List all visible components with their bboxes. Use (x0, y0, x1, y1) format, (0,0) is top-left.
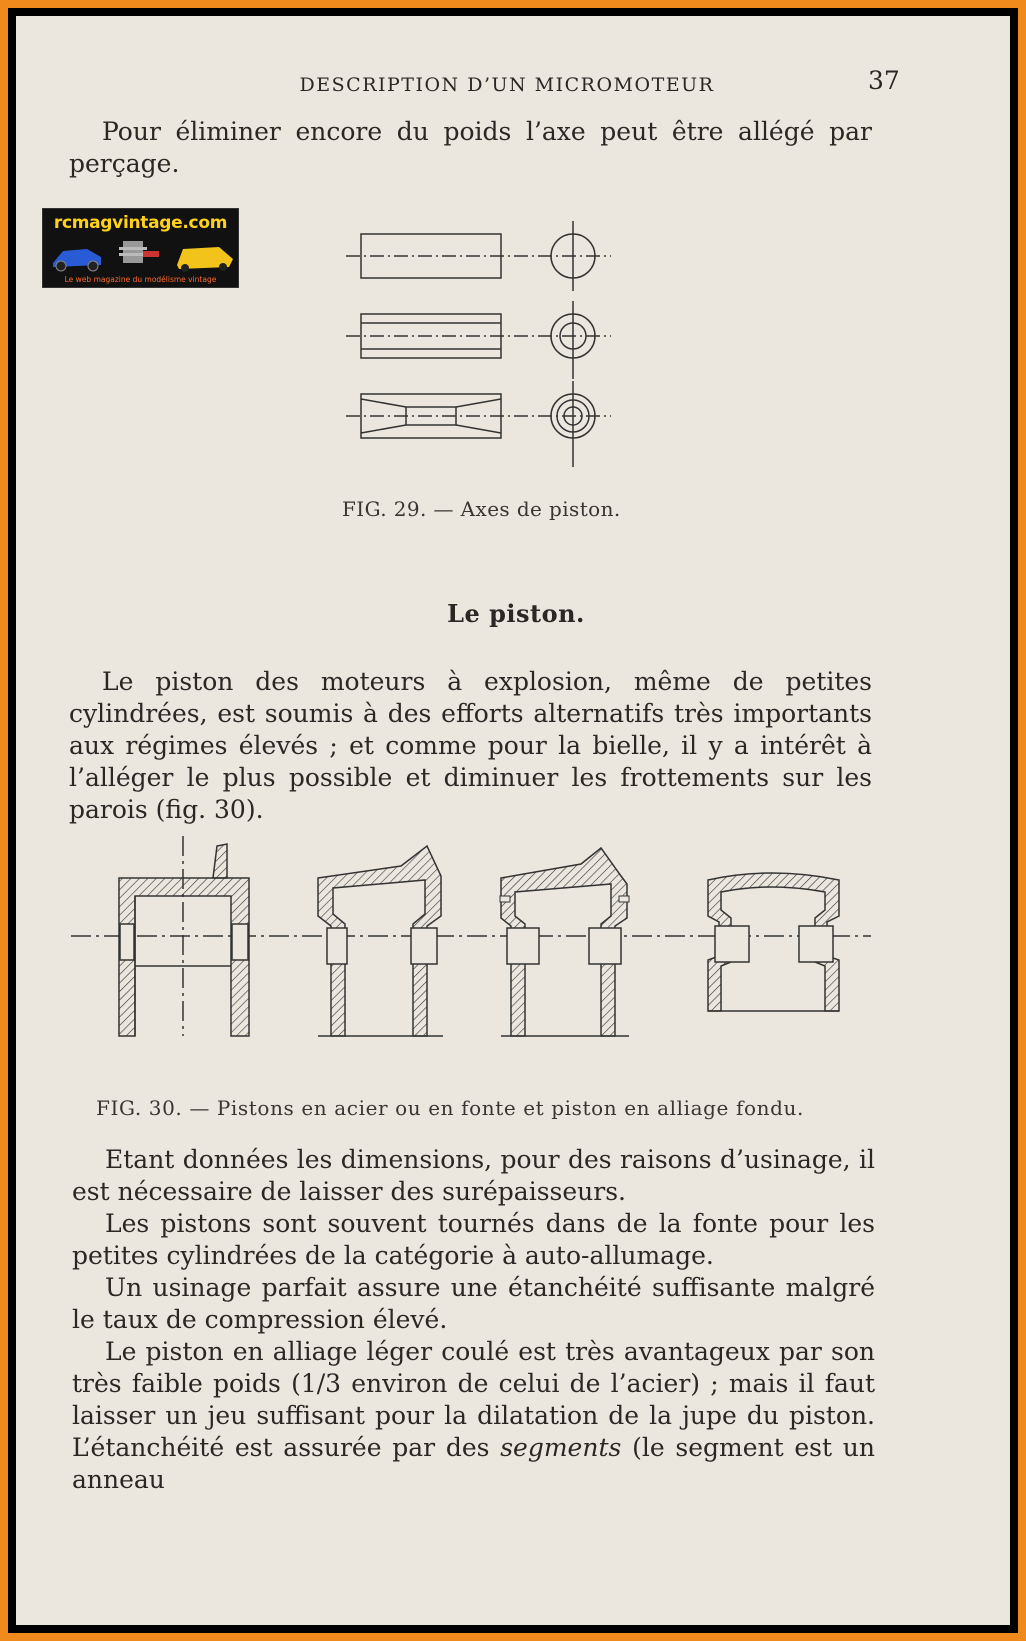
figure-30-caption: FIG. 30. — Pistons en acier ou en fonte et piston en alliage fondu. (96, 1096, 804, 1120)
figure-29-caption: FIG. 29. — Axes de piston. (342, 497, 621, 521)
section-heading: Le piston. (447, 599, 585, 628)
paragraph-2: Le piston des moteurs à explosion, même de petites cylindrées, est soumis à des efforts alternatifs très importants aux régimes élevés ; et comme pour la bielle, il y a intérêt à l’alléger le plus possible et diminuer les frottements sur les parois (fig. 30). (69, 667, 872, 824)
watermark-name: rcmagvintage.com (53, 213, 228, 233)
watermark-tagline: Le web magazine du modélisme vintage (64, 275, 217, 284)
figure-30-pistons (71, 836, 891, 1051)
book-page (13, 13, 1013, 1628)
paragraph-4: Les pistons sont souvent tournés dans de la fonte pour les petites cylindrées de la catégorie à auto-allumage. (72, 1209, 875, 1270)
pin-bored (346, 301, 611, 379)
body-text-block (72, 1144, 875, 1496)
paragraph-5: Un usinage parfait assure une étanchéité suffisante malgré le taux de compression élevé. (72, 1273, 875, 1334)
piston-4-cast-alloy (708, 873, 839, 1011)
piston-3-steel (500, 848, 629, 1036)
paragraph-3: Etant données les dimensions, pour des raisons d’usinage, il est nécessaire de laisser des surépaisseurs. (72, 1145, 875, 1206)
pin-tapered-bore (346, 381, 611, 467)
running-head (16, 74, 1013, 96)
watermark-logo (42, 208, 239, 288)
running-title: DESCRIPTION D’UN MICROMOTEUR (299, 74, 715, 96)
paragraph-1: Pour éliminer encore du poids l’axe peut être allégé par perçage. (69, 117, 872, 178)
paragraph-6: Le piston en alliage léger coulé est très avantageux par son très faible poids (1/3 environ de celui de l’acier) ; mais il faut laisser un jeu suffisant pour la dilatation de la jupe du piston. L’étanchéité est assurée par des segments (le segment est un anneau (72, 1337, 875, 1494)
pin-solid (346, 221, 611, 291)
figure-29-piston-pins (341, 209, 641, 479)
emphasis-segments: segments (500, 1433, 622, 1462)
page-number: 37 (868, 66, 900, 95)
piston-2-steel (318, 846, 443, 1036)
vehicles-icon (43, 235, 238, 273)
